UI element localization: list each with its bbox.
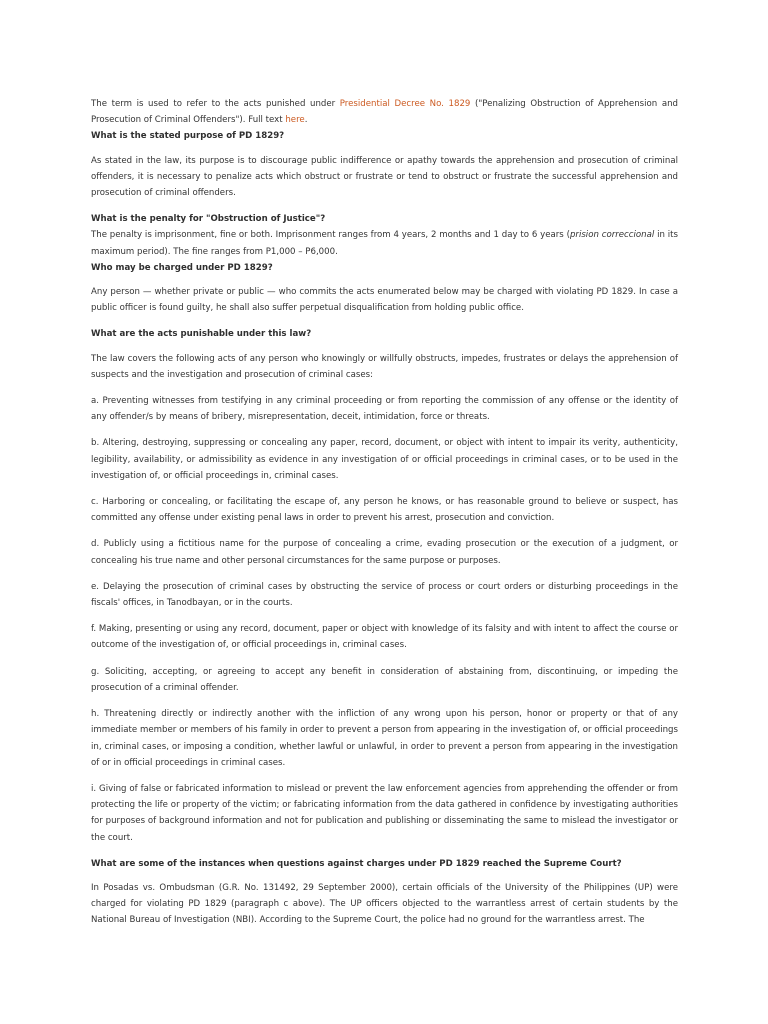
act-item-c: c. Harboring or concealing, or facilitating the escape of, any person he knows, or has reasonable ground to believe or suspect, has committed any offense under existing penal laws in order to prevent his arrest, prosecution and conviction. bbox=[91, 497, 678, 524]
who-question: Who may be charged under PD 1829? bbox=[91, 262, 273, 273]
purpose-question: What is the stated purpose of PD 1829? bbox=[91, 131, 285, 142]
act-item-f: f. Making, presenting or using any record, document, paper or object with knowledge of its falsity and with intent to affect the course or outcome of the investigation of, or official proceedings in, criminal cases. bbox=[91, 624, 678, 651]
act-item-i: i. Giving of false or fabricated information to mislead or prevent the law enforcement agencies from apprehending the offender or from protecting the life or property of the victim; or fabricating information from the data gathered in confidence by investigating authorities for purposes of background information and not for publication and publishing or disseminating the same to mislead the investigator or the court. bbox=[91, 783, 678, 843]
acts-intro: The law covers the following acts of any person who knowingly or willfully obstructs, impedes, frustrates or delays the apprehension of suspects and the investigation and prosecution of criminal cases: bbox=[91, 353, 678, 380]
penalty-answer-em: prision correccional bbox=[569, 230, 655, 241]
document-body bbox=[91, 96, 678, 939]
penalty-answer-post: in its maximum period). The fine ranges from P1,000 – P6,000. bbox=[91, 230, 678, 257]
intro-text-post: . bbox=[304, 115, 308, 126]
intro-text-pre: The term is used to refer to the acts punished under bbox=[91, 99, 340, 109]
intro-text-mid: ("Penalizing Obstruction of Apprehension and Prosecution of Criminal Offenders"). Full text bbox=[91, 99, 678, 126]
supreme-court-question: What are some of the instances when questions against charges under PD 1829 reached the Supreme Court? bbox=[91, 858, 622, 869]
full-text-link[interactable]: here bbox=[285, 115, 305, 126]
acts-question: What are the acts punishable under this law? bbox=[91, 329, 312, 340]
penalty-question: What is the penalty for "Obstruction of Justice"? bbox=[91, 214, 326, 225]
intro-paragraph bbox=[91, 96, 678, 128]
supreme-court-answer: In Posadas vs. Ombudsman (G.R. No. 131492, 29 September 2000), certain officials of the University of the Philippines (UP) were charged for violating PD 1829 (paragraph c above). The UP officers objected to the warrantless arrest of certain students by the National Bureau of Investigation (NBI). According to the Supreme Court, the police had no ground for the warrantless arrest. The bbox=[91, 882, 678, 926]
act-item-g: g. Soliciting, accepting, or agreeing to accept any benefit in consideration of abstaining from, discontinuing, or impeding the prosecution of a criminal offender. bbox=[91, 666, 678, 693]
act-item-h: h. Threatening directly or indirectly another with the infliction of any wrong upon his person, honor or property or that of any immediate member or members of his family in order to prevent a person from appearing in the investigation of, or official proceedings in, criminal cases, or imposing a condition, whether lawful or unlawful, in order to prevent a person from appearing in the investigation of or in official proceedings in criminal cases. bbox=[91, 709, 678, 768]
who-answer: Any person — whether private or public — who commits the acts enumerated below may be charged with violating PD 1829. In case a public officer is found guilty, he shall also suffer perpetual disqualification from holding public office. bbox=[91, 287, 678, 314]
purpose-answer: As stated in the law, its purpose is to discourage public indifference or apathy towards the apprehension and prosecution of criminal offenders, it is necessary to penalize acts which obstruct or frustrate or tend to obstruct or frustrate the successful apprehension and prosecution of criminal offenders. bbox=[91, 155, 678, 199]
penalty-answer bbox=[91, 227, 678, 259]
act-item-a: a. Preventing witnesses from testifying in any criminal proceeding or from reporting the commission of any offense or the identity of any offender/s by means of bribery, misrepresentation, deceit, intimidation, force or threats. bbox=[91, 396, 678, 423]
act-item-b: b. Altering, destroying, suppressing or concealing any paper, record, document, or object with intent to impair its verity, authenticity, legibility, availability, or admissibility as evidence in any investigation of or official proceedings in criminal cases, or to be used in the investigation of, or official proceedings in, criminal cases. bbox=[91, 438, 678, 481]
act-item-d: d. Publicly using a fictitious name for the purpose of concealing a crime, evading prosecution or the execution of a judgment, or concealing his true name and other personal circumstances for the same purpose or purposes. bbox=[91, 539, 678, 566]
decree-link[interactable]: Presidential Decree No. 1829 bbox=[339, 99, 471, 109]
act-item-e: e. Delaying the prosecution of criminal cases by obstructing the service of process or court orders or disturbing proceedings in the fiscals' offices, in Tanodbayan, or in the courts. bbox=[91, 581, 678, 609]
penalty-answer-pre: The penalty is imprisonment, fine or both. Imprisonment ranges from 4 years, 2 months and 1 day to 6 years ( bbox=[91, 230, 570, 241]
